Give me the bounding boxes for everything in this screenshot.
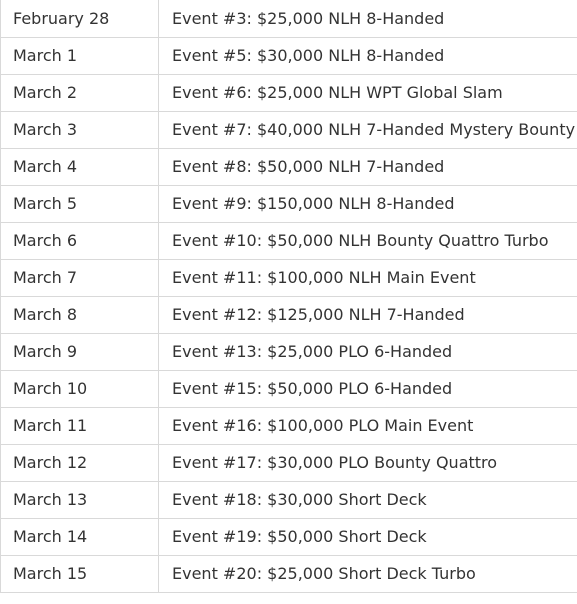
event-cell: Event #9: $150,000 NLH 8-Handed — [159, 186, 577, 223]
table-row — [1, 408, 577, 445]
table-row — [1, 186, 577, 223]
event-cell: Event #6: $25,000 NLH WPT Global Slam — [159, 75, 577, 112]
date-cell: March 12 — [1, 445, 159, 482]
date-cell: March 15 — [1, 556, 159, 593]
table-row — [1, 223, 577, 260]
table-row — [1, 260, 577, 297]
table-row — [1, 556, 577, 593]
event-cell: Event #3: $25,000 NLH 8-Handed — [159, 0, 577, 38]
table-row — [1, 75, 577, 112]
date-cell: March 8 — [1, 297, 159, 334]
event-cell: Event #20: $25,000 Short Deck Turbo — [159, 556, 577, 593]
date-cell: March 6 — [1, 223, 159, 260]
event-cell: Event #8: $50,000 NLH 7-Handed — [159, 149, 577, 186]
event-cell: Event #15: $50,000 PLO 6-Handed — [159, 371, 577, 408]
event-cell: Event #12: $125,000 NLH 7-Handed — [159, 297, 577, 334]
table-row — [1, 112, 577, 149]
date-cell: March 13 — [1, 482, 159, 519]
event-cell: Event #17: $30,000 PLO Bounty Quattro — [159, 445, 577, 482]
date-cell: March 3 — [1, 112, 159, 149]
event-cell: Event #19: $50,000 Short Deck — [159, 519, 577, 556]
date-cell: March 7 — [1, 260, 159, 297]
table-row — [1, 149, 577, 186]
table-row — [1, 445, 577, 482]
event-cell: Event #18: $30,000 Short Deck — [159, 482, 577, 519]
event-cell: Event #11: $100,000 NLH Main Event — [159, 260, 577, 297]
date-cell: March 2 — [1, 75, 159, 112]
date-cell: March 11 — [1, 408, 159, 445]
table-row — [1, 0, 577, 38]
event-cell: Event #16: $100,000 PLO Main Event — [159, 408, 577, 445]
table-row — [1, 334, 577, 371]
date-cell: March 5 — [1, 186, 159, 223]
table-row — [1, 371, 577, 408]
table-row — [1, 482, 577, 519]
date-cell: March 10 — [1, 371, 159, 408]
event-cell: Event #7: $40,000 NLH 7-Handed Mystery Bounty — [159, 112, 577, 149]
date-cell: March 14 — [1, 519, 159, 556]
date-cell: March 4 — [1, 149, 159, 186]
table-row — [1, 38, 577, 75]
table-row — [1, 297, 577, 334]
event-cell: Event #10: $50,000 NLH Bounty Quattro Turbo — [159, 223, 577, 260]
table-row — [1, 519, 577, 556]
event-cell: Event #13: $25,000 PLO 6-Handed — [159, 334, 577, 371]
date-cell: March 1 — [1, 38, 159, 75]
date-cell: March 9 — [1, 334, 159, 371]
date-cell: February 28 — [1, 0, 159, 38]
event-cell: Event #5: $30,000 NLH 8-Handed — [159, 38, 577, 75]
schedule-table-body — [1, 0, 577, 593]
